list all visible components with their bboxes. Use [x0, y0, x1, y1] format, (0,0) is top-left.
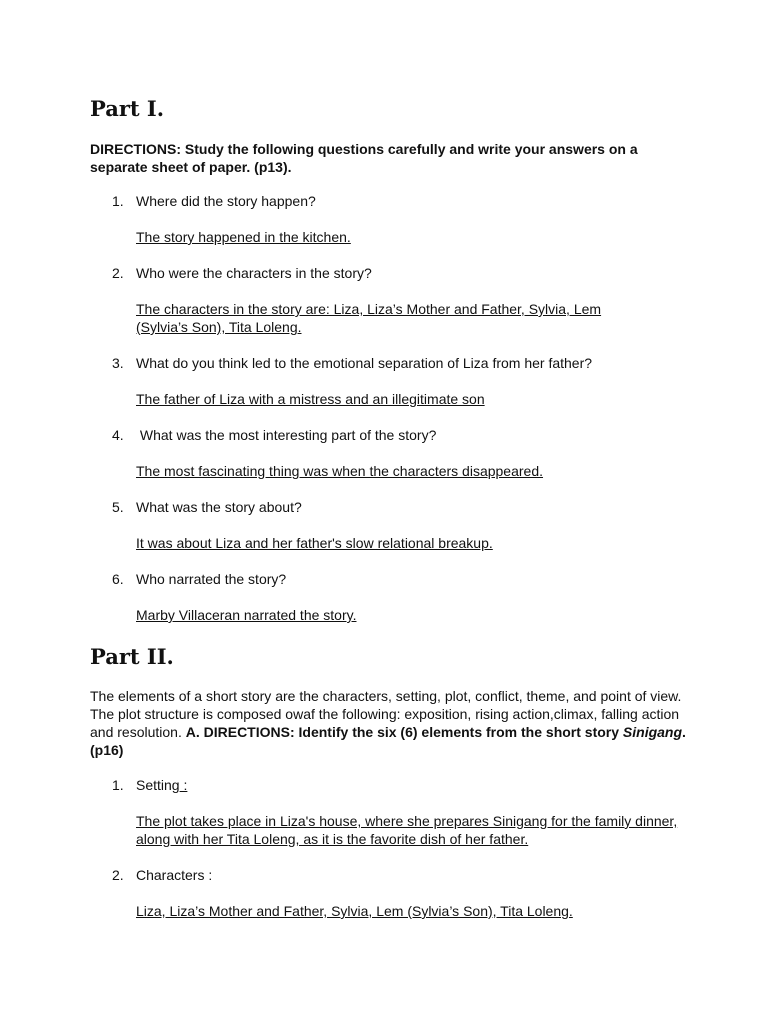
question-text: Who narrated the story?	[136, 571, 287, 587]
part1-question-4	[112, 426, 436, 444]
item-number: 1.	[112, 777, 124, 793]
part2-intro-text: The elements of a short story are the characters, setting, plot, conflict, theme, and point of view. The plot structure is composed owaf the following: exposition, rising action,climax, falling action and resolution.	[90, 688, 682, 740]
part2-answer-1: The plot takes place in Liza's house, where she prepares Sinigang for the family dinner, along with her Tita Loleng, as it is the favorite dish of her father.	[136, 813, 678, 847]
item-label: Setting	[136, 777, 180, 793]
part2-intro	[90, 687, 690, 759]
part2-item-2	[112, 866, 212, 884]
question-text: What was the most interesting part of the story?	[136, 427, 437, 443]
question-number: 4.	[112, 427, 124, 443]
part1-answer-3: The father of Liza with a mistress and an illegitimate son	[136, 391, 485, 407]
question-number: 5.	[112, 499, 124, 515]
part1-answer-6: Marby Villaceran narrated the story.	[136, 607, 357, 623]
part2-directions-label: A. DIRECTIONS	[185, 724, 290, 740]
part1-question-6	[112, 570, 286, 588]
question-text: Where did the story happen?	[136, 193, 316, 209]
question-number: 3.	[112, 355, 124, 371]
part1-directions-label: DIRECTIONS	[90, 141, 177, 157]
part2-answer-2: Liza, Liza’s Mother and Father, Sylvia, Lem (Sylvia’s Son), Tita Loleng.	[136, 903, 573, 919]
part1-answer-4: The most fascinating thing was when the characters disappeared.	[136, 463, 544, 479]
part1-question-5	[112, 498, 302, 516]
part2-item-1	[112, 776, 187, 794]
part1-answer-1: The story happened in the kitchen.	[136, 229, 351, 245]
part1-heading: Part I.	[90, 96, 165, 121]
part1-answer-2: The characters in the story are: Liza, Liza’s Mother and Father, Sylvia, Lem (Sylvia’s Son), Tita Loleng.	[136, 301, 602, 335]
item-label: Characters	[136, 867, 205, 883]
question-number: 6.	[112, 571, 124, 587]
part1-question-2	[112, 264, 372, 282]
story-title: Sinigang	[622, 724, 683, 740]
part2-directions-text: : Identify the six (6) elements from the short story	[289, 724, 623, 740]
question-text: What was the story about?	[136, 499, 302, 515]
part1-question-3	[112, 354, 592, 372]
item-separator: :	[179, 777, 188, 793]
part1-directions-text: : Study the following questions carefully and write your answers on a separate sheet of paper. (p13).	[90, 141, 638, 175]
question-text: What do you think led to the emotional separation of Liza from her father?	[136, 355, 593, 371]
question-number: 1.	[112, 193, 124, 209]
item-number: 2.	[112, 867, 124, 883]
question-text: Who were the characters in the story?	[136, 265, 372, 281]
part1-question-1	[112, 192, 316, 210]
question-number: 2.	[112, 265, 124, 281]
part1-directions	[90, 140, 690, 176]
item-separator: :	[204, 867, 213, 883]
part2-heading: Part II.	[90, 644, 174, 669]
page-reference: . (p16)	[90, 724, 686, 758]
part1-answer-5: It was about Liza and her father's slow relational breakup.	[136, 535, 493, 551]
